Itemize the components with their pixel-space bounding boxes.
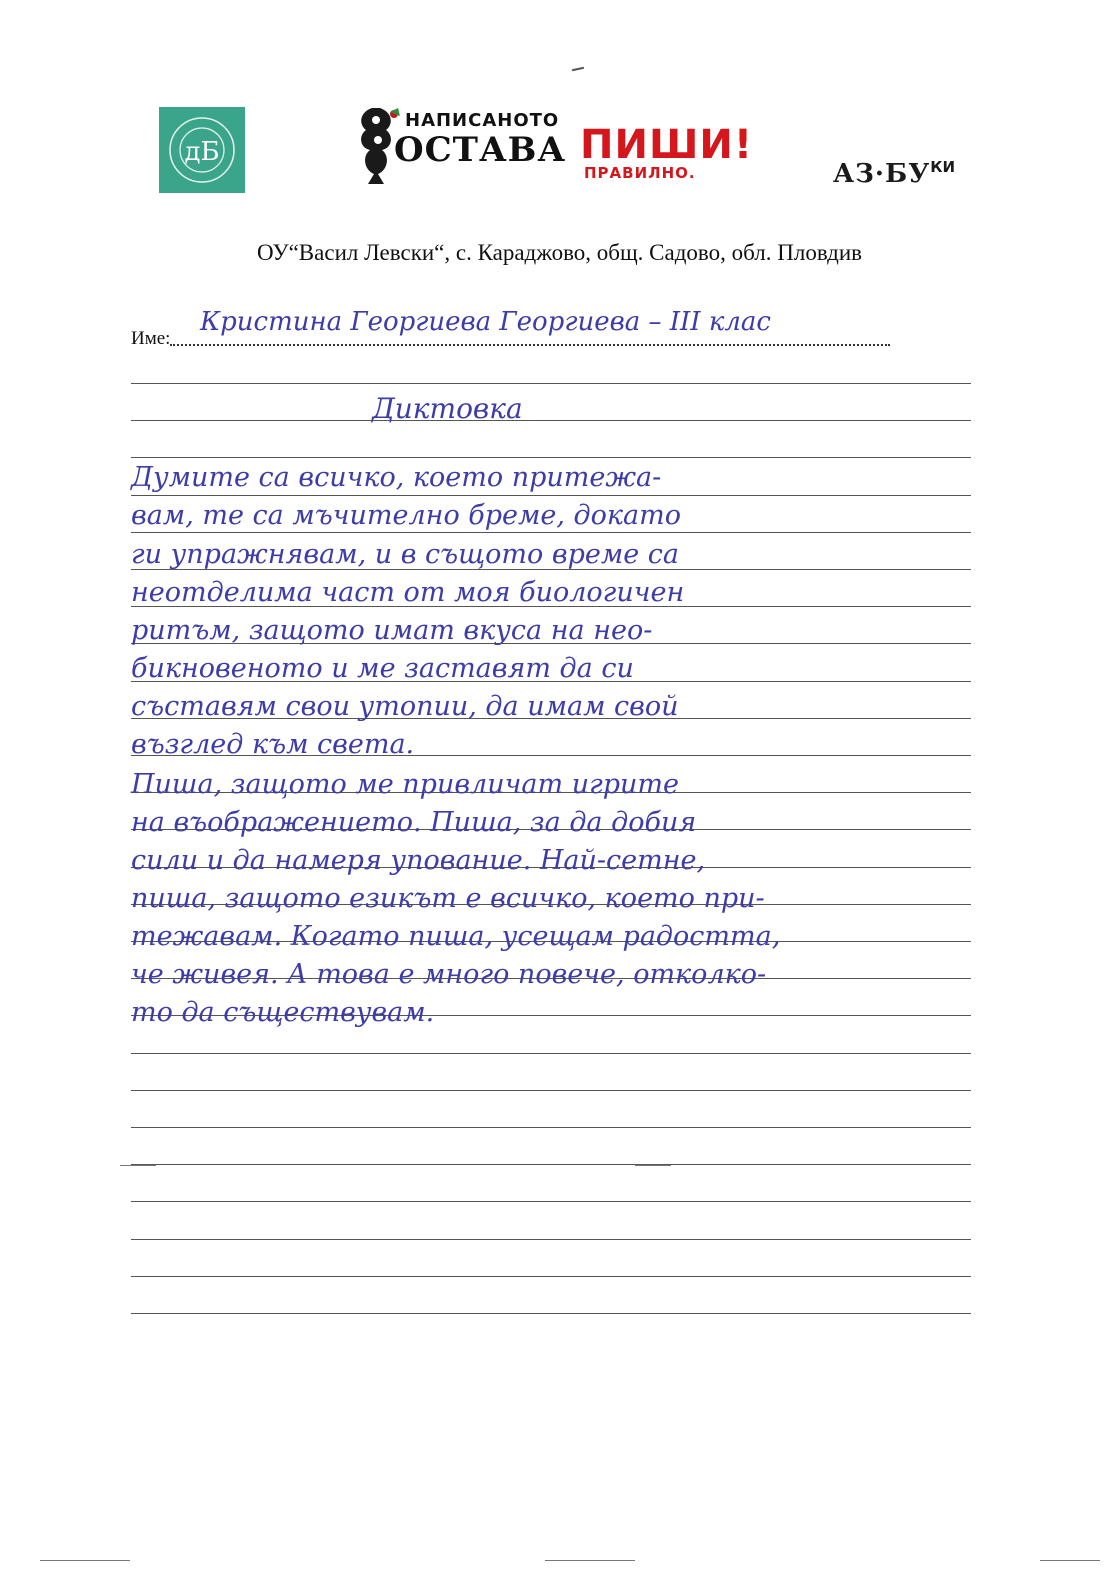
school-line: ОУ“Васил Левски“, с. Караджово, общ. Садово, обл. Пловдив bbox=[257, 240, 862, 265]
text-line: вам, те са мъчително бреме, докато bbox=[131, 500, 682, 531]
text-line: ритъм, защото имат вкуса на нео- bbox=[131, 615, 653, 646]
dictation-title: Диктовка bbox=[372, 392, 523, 425]
scan-mark bbox=[120, 1165, 156, 1166]
text-line: бикновеното и ме заставят да си bbox=[131, 653, 634, 684]
ruled-line bbox=[131, 1276, 971, 1277]
ruled-line bbox=[131, 1090, 971, 1091]
text-line: че живея. А това е много повече, отколко- bbox=[131, 959, 767, 990]
ruled-line bbox=[131, 495, 971, 496]
scan-speck bbox=[572, 67, 584, 71]
institute-logo bbox=[159, 107, 245, 193]
text-line: неотделима част от моя биологичен bbox=[131, 577, 685, 608]
pishi-text: ПИШИ! bbox=[580, 122, 754, 168]
student-name: Кристина Георгиева Георгиева – III клас bbox=[200, 307, 771, 337]
ruled-line bbox=[131, 383, 971, 384]
scan-mark bbox=[635, 1165, 671, 1166]
text-line: сили и да намеря упование. Най-сетне, bbox=[131, 845, 706, 876]
ruled-line bbox=[131, 532, 971, 533]
text-line: то да съществувам. bbox=[131, 997, 435, 1028]
scan-mark bbox=[40, 1560, 130, 1561]
pravilno-text: ПРАВИЛНО. bbox=[584, 164, 696, 182]
text-line: Думите са всичко, което притежа- bbox=[131, 462, 662, 493]
institute-monogram: дБ bbox=[184, 137, 220, 167]
scan-mark bbox=[1040, 1560, 1100, 1561]
napisanoto-ostava-logo bbox=[350, 104, 580, 188]
pishi-pravilno-logo bbox=[580, 122, 760, 186]
azbuki-main: АЗ·БУ bbox=[833, 159, 931, 189]
scan-mark bbox=[545, 1560, 635, 1561]
ruled-line bbox=[131, 1239, 971, 1240]
ruled-line bbox=[131, 457, 971, 458]
ruled-line bbox=[131, 1127, 971, 1128]
napisanoto-line2: ОСТАВА bbox=[394, 130, 567, 170]
ruled-line bbox=[131, 1313, 971, 1314]
text-line: възглед към света. bbox=[131, 729, 415, 760]
azbuki-sup: КИ bbox=[930, 158, 956, 176]
text-line: съставям свои утопии, да имам свой bbox=[131, 691, 679, 722]
napisanoto-line1: НАПИСАНОТО bbox=[405, 110, 560, 131]
name-dotted-line bbox=[170, 344, 890, 346]
text-line: пиша, защото езикът е всичко, което при- bbox=[131, 883, 765, 914]
name-label: Име: bbox=[131, 328, 171, 349]
ruled-line bbox=[131, 1201, 971, 1202]
text-line: тежавам. Когато пиша, усещам радостта, bbox=[131, 921, 781, 952]
text-line: Пиша, защото ме привличат игрите bbox=[131, 769, 679, 800]
text-line: ги упражнявам, и в същото време са bbox=[131, 539, 680, 570]
text-line: на въображението. Пиша, за да добия bbox=[131, 807, 697, 838]
ruled-line bbox=[131, 1164, 971, 1165]
azbuki-logo bbox=[833, 158, 963, 198]
ruled-line bbox=[131, 1053, 971, 1054]
